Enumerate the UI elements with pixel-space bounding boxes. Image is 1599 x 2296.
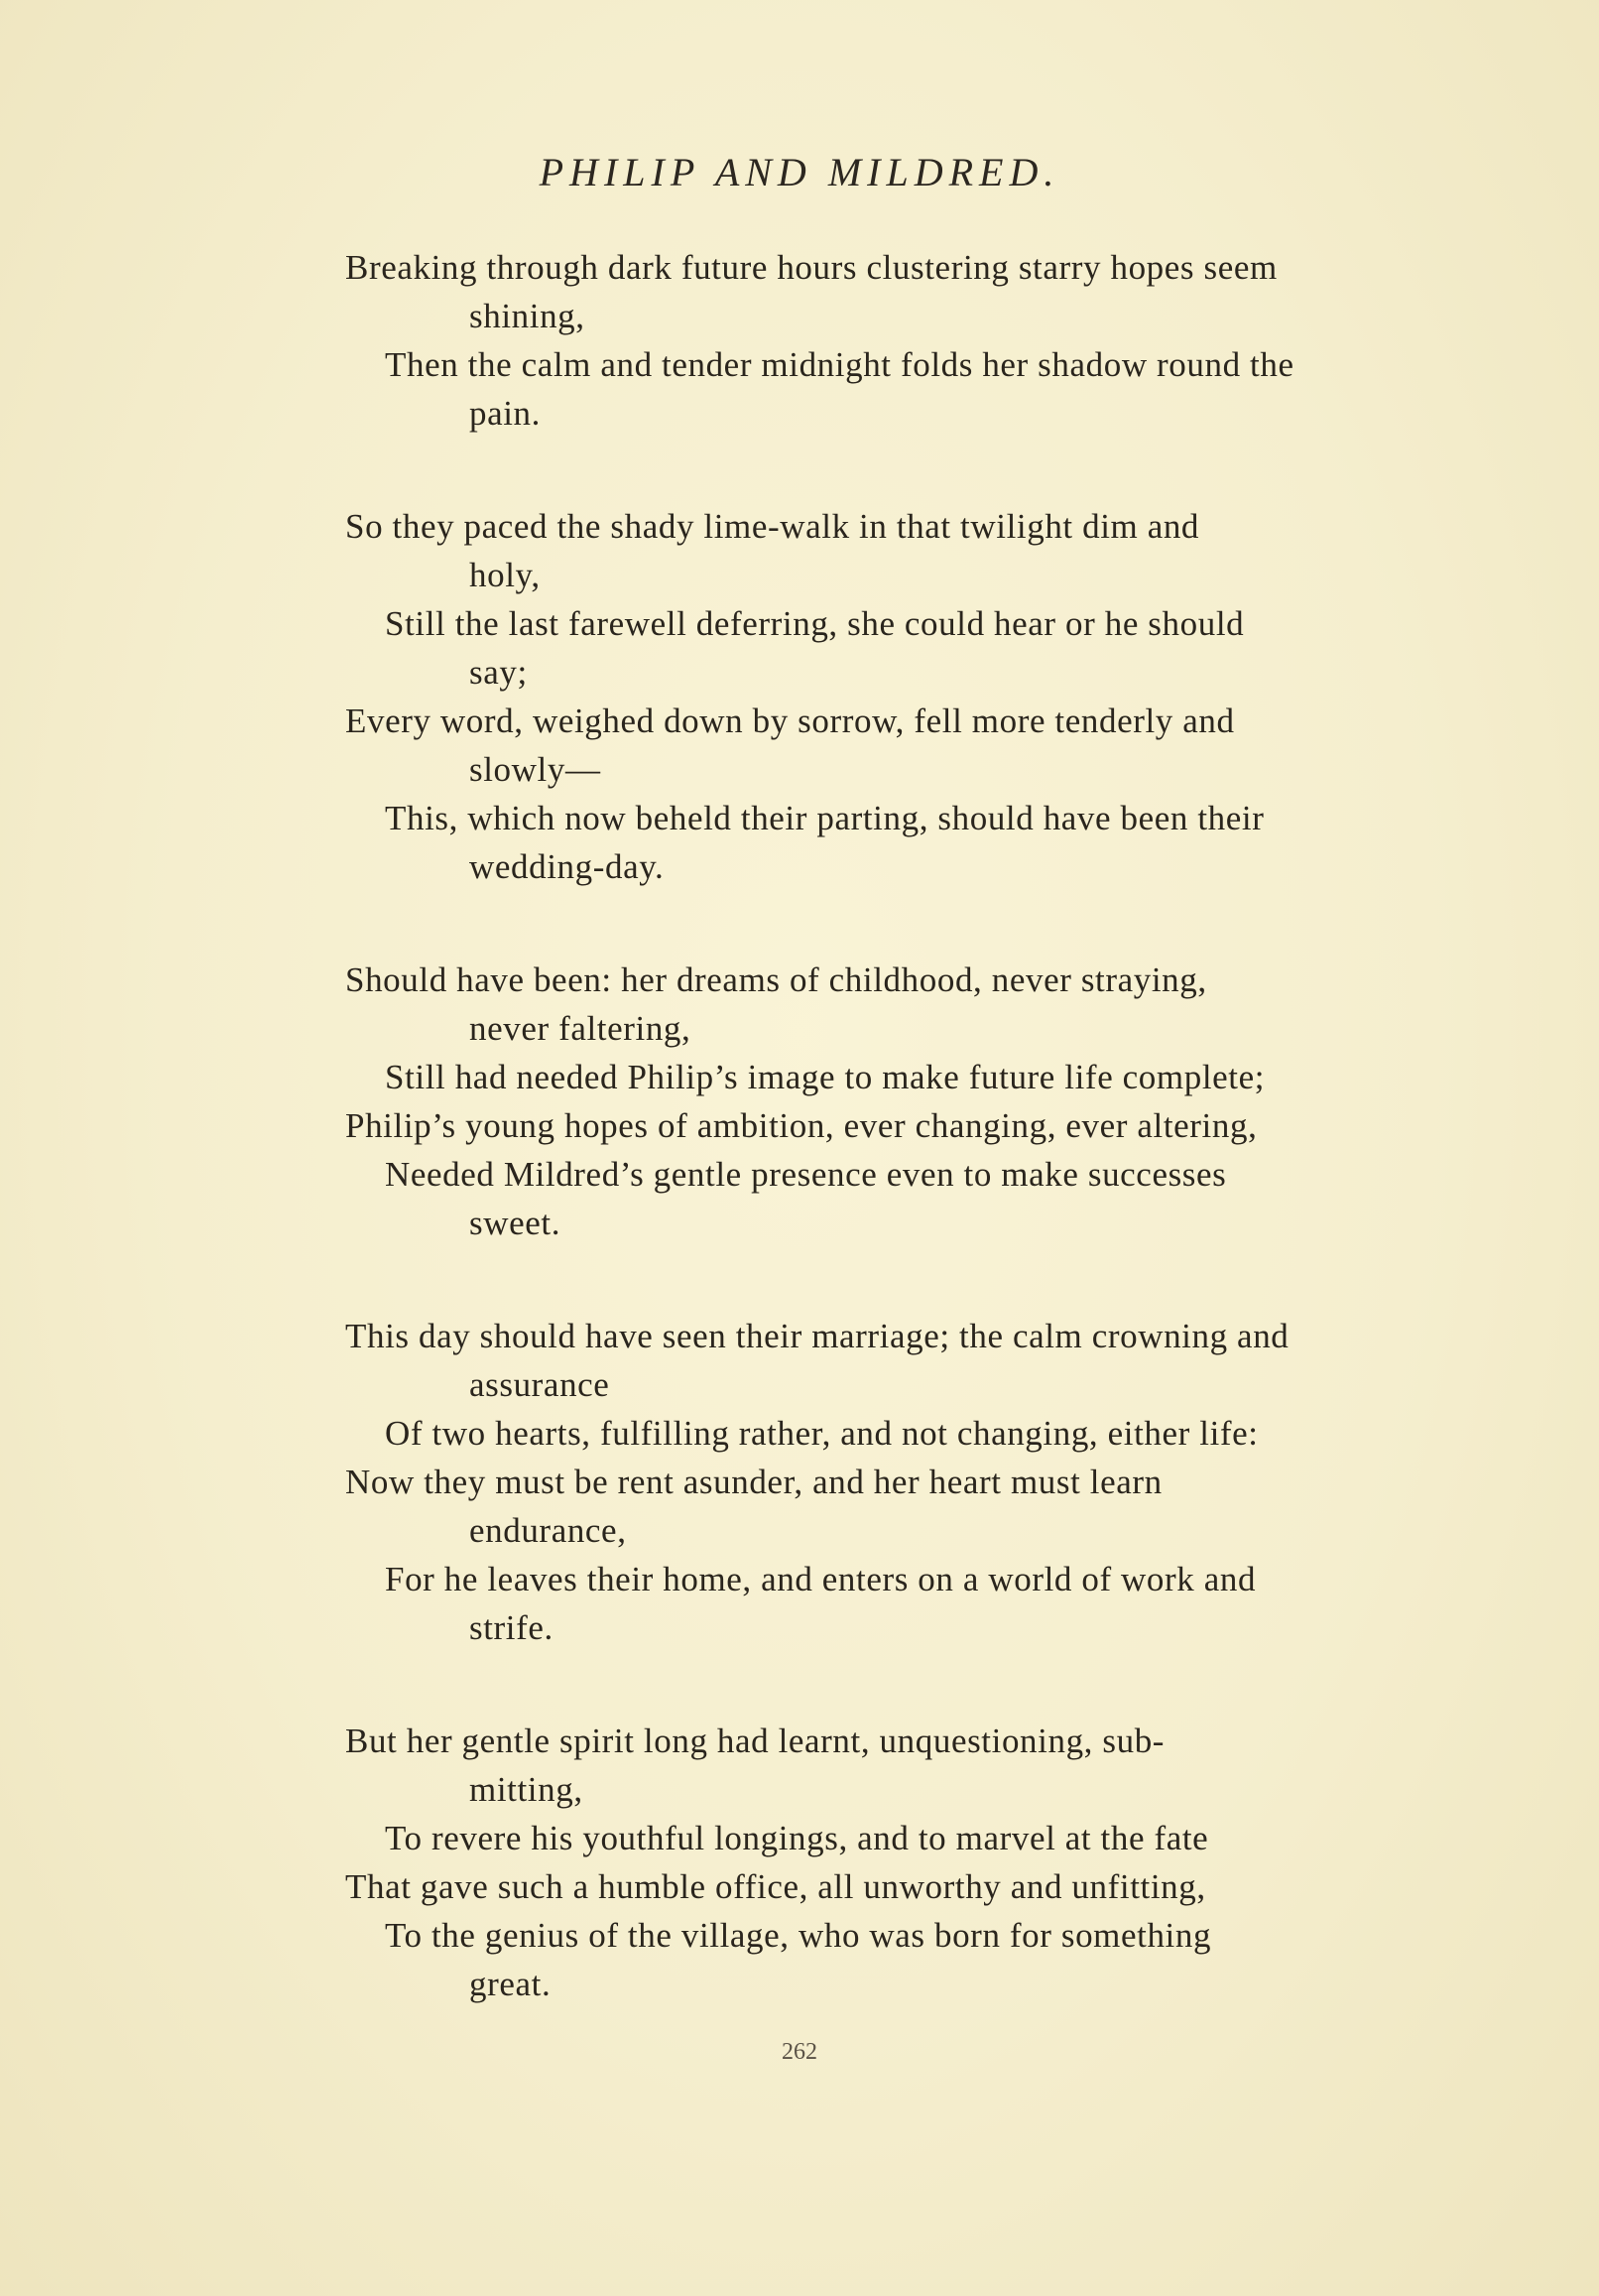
poem-line: holy, xyxy=(469,556,541,594)
stanza xyxy=(345,243,1471,438)
poem-line: great. xyxy=(469,1965,552,2003)
poem-line: To revere his youthful longings, and to marvel at the fate xyxy=(385,1819,1209,1857)
poem-line: Philip’s young hopes of ambition, ever changing, ever altering, xyxy=(345,1106,1258,1145)
poem-line: That gave such a humble office, all unworthy and unfitting, xyxy=(345,1867,1206,1906)
running-title: PHILIP AND MILDRED. xyxy=(539,150,1060,194)
poem-line: Breaking through dark future hours clustering starry hopes seem xyxy=(345,248,1278,287)
poem-line: Then the calm and tender midnight folds her shadow round the xyxy=(385,345,1294,384)
poem-line: mitting, xyxy=(469,1770,583,1809)
poem-line: For he leaves their home, and enters on a world of work and xyxy=(385,1560,1257,1598)
page-number: 262 xyxy=(782,2039,817,2065)
poem-line: assurance xyxy=(469,1365,610,1404)
poem-line: endurance, xyxy=(469,1511,627,1550)
poem-line: shining, xyxy=(469,297,585,335)
poem-line: But her gentle spirit long had learnt, unquestioning, sub- xyxy=(345,1722,1166,1760)
poem-line: pain. xyxy=(469,394,542,433)
stanza xyxy=(345,956,1471,1247)
stanza xyxy=(345,1717,1471,2008)
poem-line: sweet. xyxy=(469,1204,561,1242)
poem-line: never faltering, xyxy=(469,1009,691,1048)
poem-line: Still had needed Philip’s image to make future life complete; xyxy=(385,1058,1266,1096)
poem-line: This, which now beheld their parting, should have been their xyxy=(385,799,1265,837)
poem-line: wedding-day. xyxy=(469,847,665,886)
poem-line: Should have been: her dreams of childhood, never straying, xyxy=(345,960,1207,999)
poem-line: To the genius of the village, who was born for something xyxy=(385,1916,1212,1955)
poem-line: This day should have seen their marriage; the calm crowning and xyxy=(345,1317,1290,1355)
poem-line: Needed Mildred’s gentle presence even to make successes xyxy=(385,1155,1227,1194)
poem-line: Still the last farewell deferring, she could hear or he should xyxy=(385,604,1245,643)
stanza xyxy=(345,1312,1471,1652)
stanza xyxy=(345,502,1471,891)
poem-line: Now they must be rent asunder, and her heart must learn xyxy=(345,1463,1163,1501)
poem-body xyxy=(345,243,1471,2073)
poem-line: Every word, weighed down by sorrow, fell more tenderly and xyxy=(345,702,1235,740)
poem-line: say; xyxy=(469,653,528,692)
poem-line: So they paced the shady lime-walk in that twilight dim and xyxy=(345,507,1200,546)
poem-line: slowly— xyxy=(469,750,601,789)
poem-line: strife. xyxy=(469,1608,554,1647)
poem-line: Of two hearts, fulfilling rather, and not changing, either life: xyxy=(385,1414,1259,1453)
